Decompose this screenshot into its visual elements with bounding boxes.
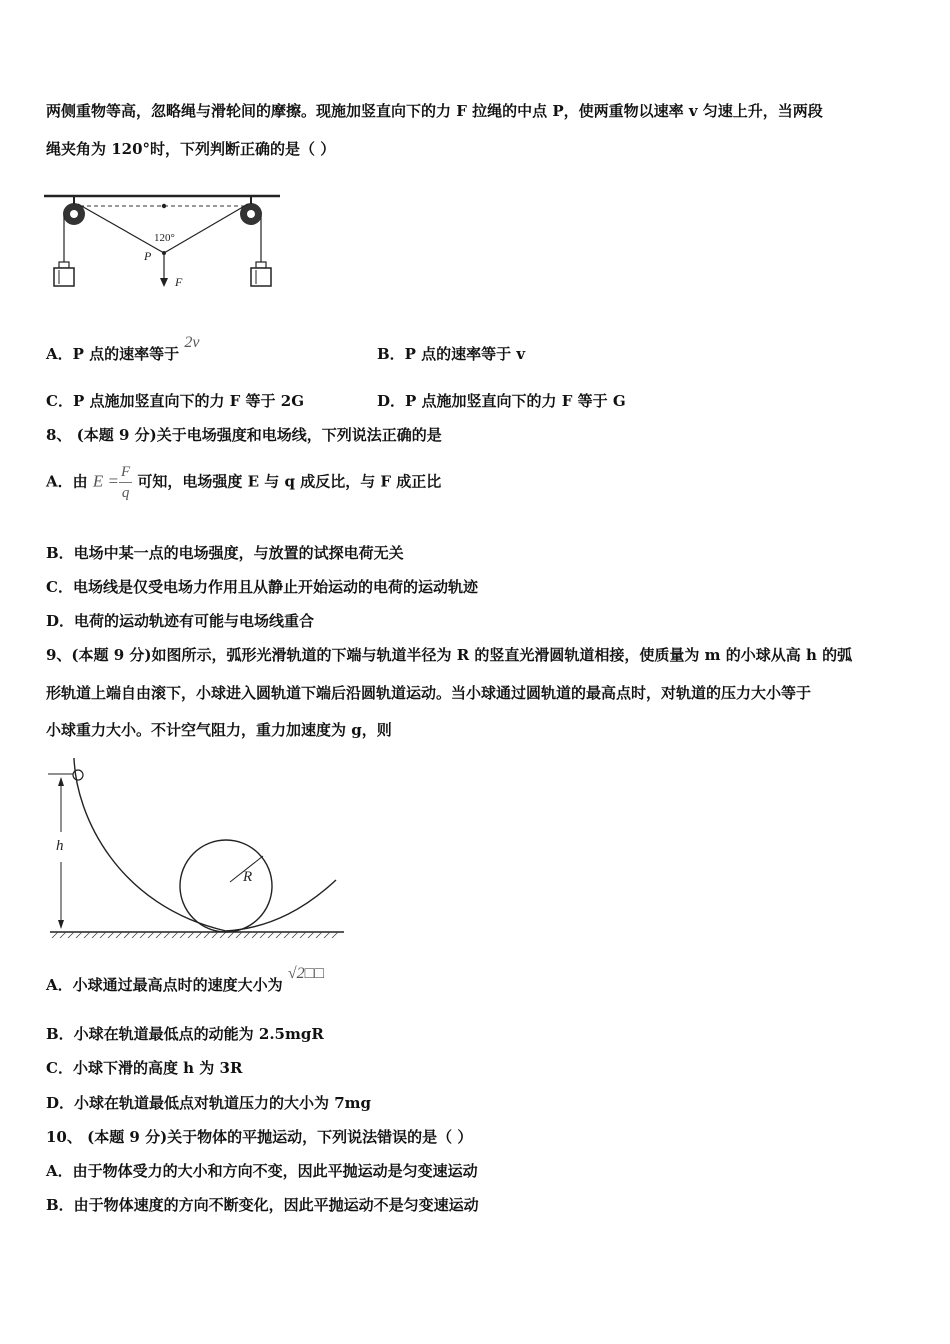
q9-option-a [46, 965, 324, 997]
q9-option-c: C．小球下滑的高度 h 为 3R [46, 1059, 243, 1077]
right-pulley [240, 196, 262, 225]
left-weight [54, 262, 74, 286]
q9-track-figure [48, 756, 348, 946]
q8-option-a-prefix: A．由 [46, 472, 88, 491]
q9-stem-line3: 小球重力大小。不计空气阻力，重力加速度为 g，则 [46, 721, 392, 739]
left-pulley [63, 196, 85, 225]
force-f-label: F [175, 275, 183, 289]
q8-option-b: B．电场中某一点的电场强度，与放置的试探电荷无关 [46, 544, 404, 562]
q8-formula-fraction [119, 462, 132, 503]
q9-option-a-math: √2□□ [287, 965, 324, 982]
right-weight [251, 262, 271, 286]
q9-option-b: B．小球在轨道最低点的动能为 2.5mgR [46, 1025, 324, 1043]
circular-loop [180, 840, 272, 932]
q8-option-a [46, 462, 441, 503]
q8-fraction-numerator: F [119, 462, 132, 483]
q7-pulley-figure [44, 190, 284, 300]
q7-option-a-math: 2v [184, 334, 200, 351]
q8-formula-lhs: E = [92, 471, 119, 491]
q7-option-d: D．P 点施加竖直向下的力 F 等于 G [377, 392, 626, 410]
q8-fraction-denominator: q [121, 485, 130, 501]
q9-option-d: D．小球在轨道最低点对轨道压力的大小为 7mg [46, 1094, 372, 1112]
q10-option-b: B．由于物体速度的方向不断变化，因此平抛运动不是匀变速运动 [46, 1196, 479, 1214]
q8-option-a-suffix: 可知，电场强度 E 与 q 成反比，与 F 成正比 [137, 472, 442, 491]
q9-stem-line1: 9、(本题 9 分)如图所示，弧形光滑轨道的下端与轨道半径为 R 的竖直光滑圆轨道相接，使质量为 m 的小球从高 h 的弧 [46, 646, 853, 664]
q10-stem: 10、 (本题 9 分)关于物体的平抛运动，下列说法错误的是（ ） [46, 1128, 473, 1146]
q9-option-a-text: A．小球通过最高点时的速度大小为 [46, 976, 283, 994]
angle-label: 120° [154, 232, 175, 244]
q7-option-a [46, 334, 200, 366]
q10-option-a: A．由于物体受力的大小和方向不变，因此平抛运动是匀变速运动 [46, 1162, 478, 1180]
q7-option-b: B．P 点的速率等于 v [377, 345, 526, 363]
q8-option-d: D．电荷的运动轨迹有可能与电场线重合 [46, 612, 315, 630]
point-p-label: P [144, 249, 152, 263]
q9-stem-line2: 形轨道上端自由滚下，小球进入圆轨道下端后沿圆轨道运动。当小球通过圆轨道的最高点时，对轨道的压力大小等于 [46, 684, 812, 702]
height-h-label: h [56, 838, 64, 854]
q7-stem-line2: 绳夹角为 120°时，下列判断正确的是（ ） [46, 140, 336, 158]
q7-option-a-text: A．P 点的速率等于 [46, 345, 180, 363]
radius-r-label: R [243, 869, 253, 885]
force-arrow [160, 254, 168, 287]
q8-option-c: C．电场线是仅受电场力作用且从静止开始运动的电荷的运动轨迹 [46, 578, 478, 596]
q7-option-c: C．P 点施加竖直向下的力 F 等于 2G [46, 392, 305, 410]
q8-stem: 8、 (本题 9 分)关于电场强度和电场线，下列说法正确的是 [46, 426, 442, 444]
q7-stem-line1: 两侧重物等高，忽略绳与滑轮间的摩擦。现施加竖直向下的力 F 拉绳的中点 P，使两重物以速率 v 匀速上升，当两段 [46, 102, 823, 120]
